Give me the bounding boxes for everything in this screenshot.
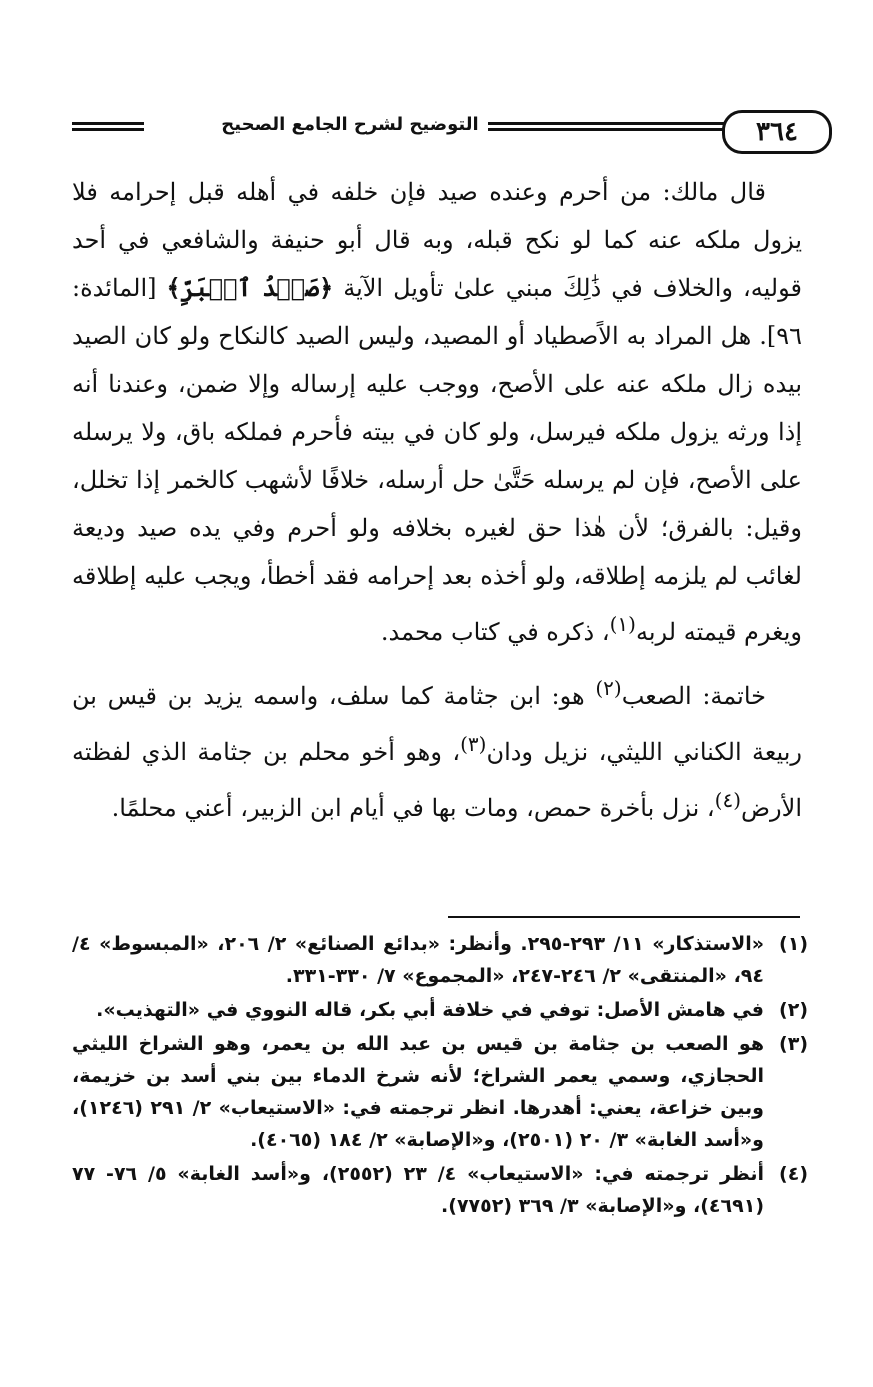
- page-header: [72, 104, 802, 156]
- footnote-text: «الاستذكار» ١١/ ٢٩٣-٢٩٥. وأنظر: «بدائع الصنائع» ٢/ ٢٠٦، «المبسوط» ٤/ ٩٤، «المنتقى» ٢/ ٢٤٦-٢٤٧، «المجموع» ٧/ ٣٣٠-٣٣١.: [72, 933, 764, 987]
- paragraph-2-part-a: خاتمة: الصعب: [621, 682, 766, 710]
- footnote-item: [72, 928, 808, 992]
- footnote-ref-2: (٢): [595, 676, 622, 700]
- quran-quote: ﴿صَيۡدُ ٱلۡبَرِّ﴾: [166, 273, 334, 302]
- paragraph-1-part-c: ، ذكره في كتاب محمد.: [380, 618, 610, 646]
- footnote-ref-4: (٤): [714, 788, 742, 812]
- running-title: التوضيح لشرح الجامع الصحيح: [221, 114, 479, 135]
- footnote-text: في هامش الأصل: توفي في خلافة أبي بكر، قاله النووي في «التهذيب».: [96, 999, 764, 1021]
- main-text: [72, 168, 802, 832]
- paragraph-2-part-c: ، وهو أخو محلم بن جثامة الذي لفظته الأرض: [72, 738, 802, 822]
- footnote-item: [72, 994, 808, 1026]
- footnote-separator: [448, 916, 800, 918]
- header-rule-middle: [488, 122, 724, 125]
- paragraph-1-part-a: قال مالك: من أحرم وعنده صيد فإن خلفه في أهله قبل إحرامه فلا يزول ملكه عنه كما لو نكح قبله، وبه قال أبو حنيفة والشافعي في أحد قوليه، والخلاف في ذَٰلِكَ مبني علىٰ تأويل الآية: [72, 178, 802, 302]
- page-number-badge: [722, 110, 832, 154]
- paragraph-2-part-d: ، نزل بأخرة حمص، ومات بها في أيام ابن الزبير، أعني محلمًا.: [111, 794, 715, 822]
- paragraph-1: [72, 168, 802, 656]
- footnote-ref-3: (٣): [460, 732, 487, 756]
- footnote-text: هو الصعب بن جثامة بن قيس بن عبد الله بن يعمر، وهو الشراخ الليثي الحجازي، وسمي يعمر الشراخ؛ لأنه شرخ الدماء بين بني أسد بن خزيمة، وبين خزاعة، يعني: أهدرها. انظر ترجمته في: «الاستيعاب» ٢/ ٢٩١ (١٢٤٦)، و«أسد الغابة» ٣/ ٢٠ (٢٥٠١)، و«الإصابة» ٢/ ١٨٤ (٤٠٦٥).: [72, 1033, 764, 1151]
- paragraph-1-part-b: [المائدة: ٩٦]. هل المراد به الاًصطياد أو المصيد، وليس الصيد كالنكاح ولو كان الصيد بيده زال ملكه عنه على الأصح، ووجب عليه إرساله وإلا ضمن، وعندنا أنه إذا ورثه يزول ملكه فيرسل، ولو كان في بيته فأحرم فملكه باق، ولا يرسله على الأصح، فإن لم يرسله حَتَّىٰ حل أرسله، خلافًا لأشهب كالخمر إذا تخلل، وقيل: بالفرق؛ لأن هٰذا حق لغيره بخلافه ولو أحرم وفي يده صيد وديعة لغائب لم يلزمه إطلاقه، ولو أخذه بعد إحرامه فقد أخطأ، ويجب عليه إطلاقه ويغرم قيمته لربه: [72, 274, 802, 646]
- page-number: ٣٦٤: [756, 117, 798, 147]
- paragraph-2: [72, 664, 802, 832]
- footnotes: [72, 928, 808, 1224]
- footnote-item: [72, 1028, 808, 1156]
- footnote-number: (١): [779, 933, 808, 955]
- footnote-number: (٤): [779, 1163, 808, 1185]
- footnote-item: [72, 1158, 808, 1222]
- footnote-text: أنظر ترجمته في: «الاستيعاب» ٤/ ٢٣ (٢٥٥٢)، و«أسد الغابة» ٥/ ٧٦- ٧٧ (٤٦٩١)، و«الإصابة» ٣/ ٣٦٩ (٧٧٥٢).: [72, 1163, 764, 1217]
- footnote-number: (٣): [779, 1033, 808, 1055]
- footnote-number: (٢): [779, 999, 808, 1021]
- header-rule-left: [72, 122, 144, 125]
- footnote-ref-1: (١): [609, 612, 636, 636]
- paragraph-2-part-b: هو: ابن جثامة كما سلف، واسمه يزيد بن قيس بن ربيعة الكناني الليثي، نزيل ودان: [72, 682, 803, 766]
